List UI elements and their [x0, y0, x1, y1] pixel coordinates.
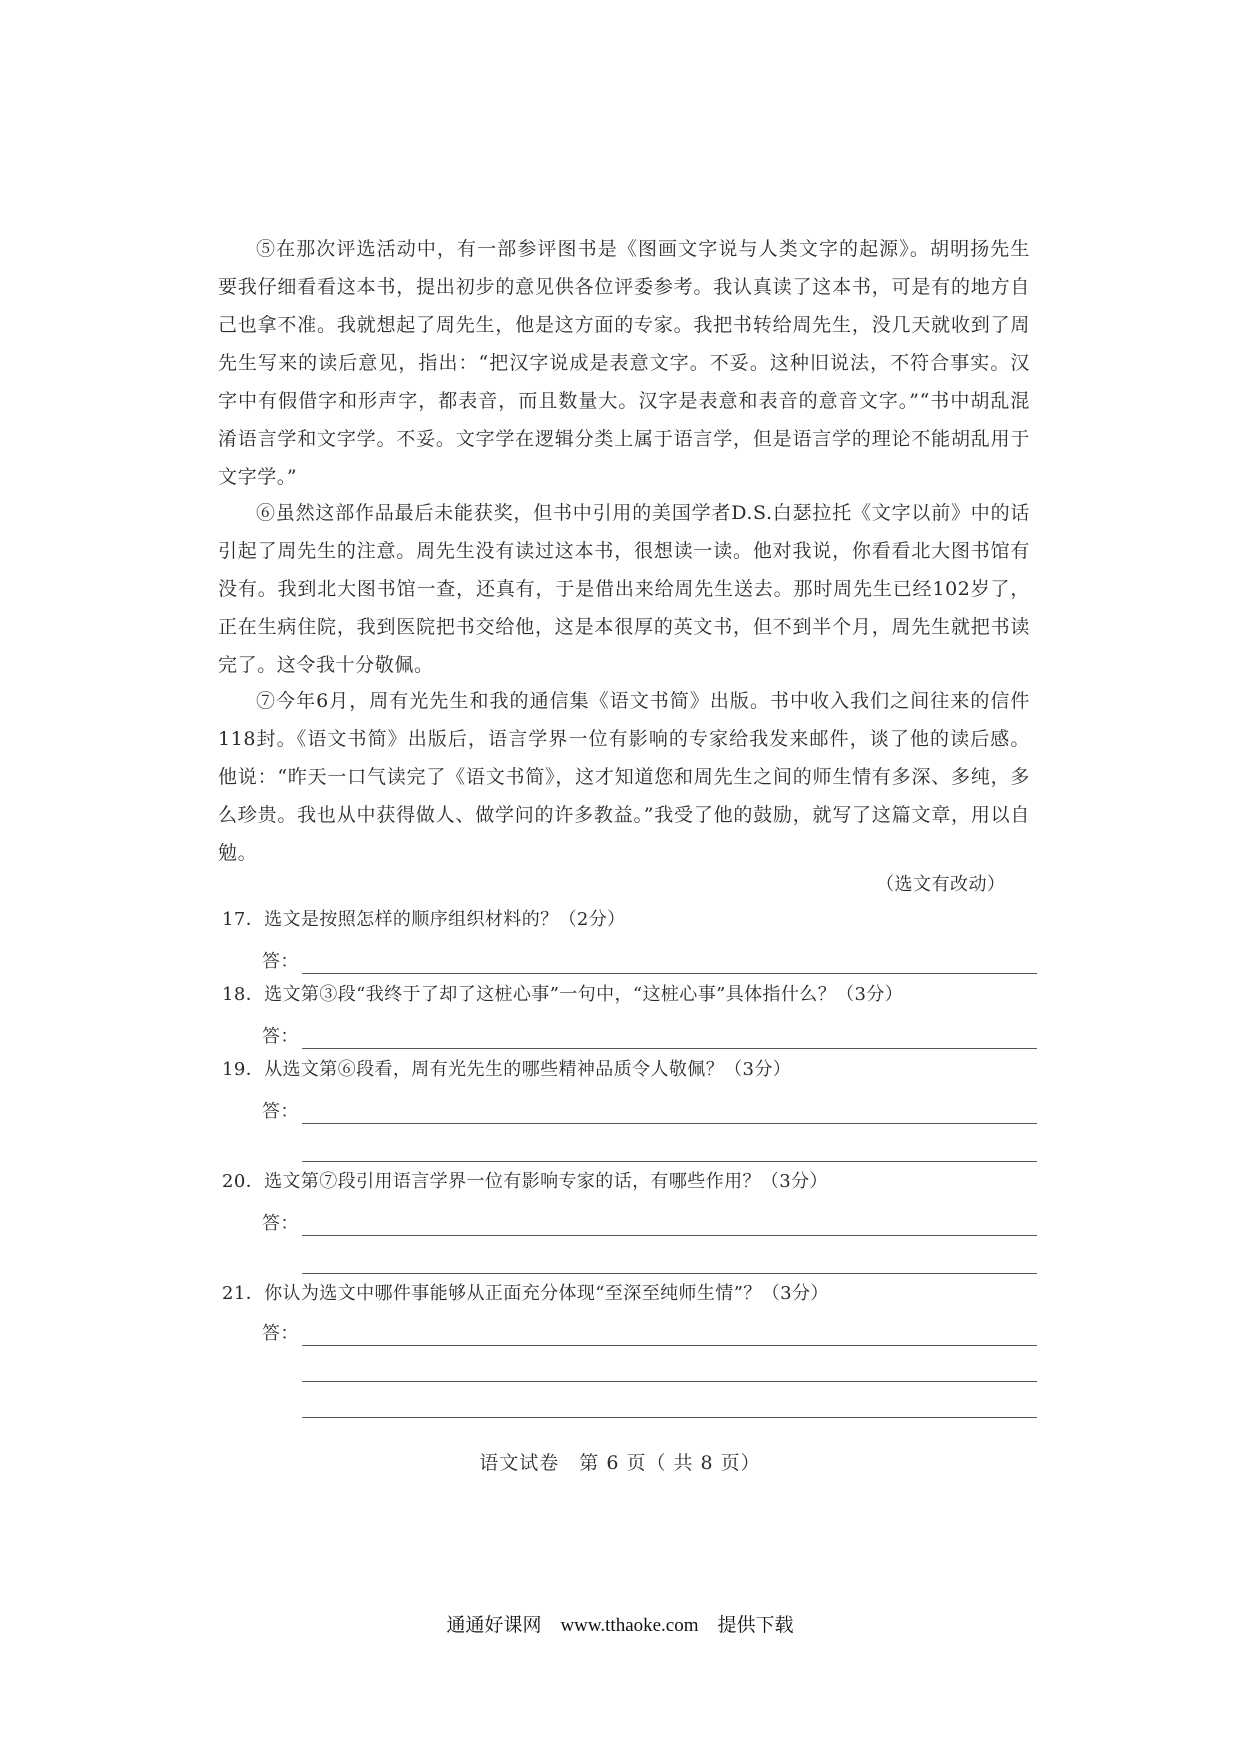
paragraph-text: ⑥虽然这部作品最后未能获奖，但书中引用的美国学者D.S.白瑟拉托《文字以前》中的话引起了周先生的注意。周先生没有读过这本书，很想读一读。他对我说，你看看北大图书馆有没有。我到北大图书馆一查，还真有，于是借出来给周先生送去。那时周先生已经102岁了，正在生病住院，我到医院把书交给他，这是本很厚的英文书，但不到半个月，周先生就把书读完了。这令我十分敬佩。 [218, 502, 1030, 676]
answer-line[interactable] [302, 1345, 1037, 1346]
answer-line[interactable] [302, 1381, 1037, 1382]
answer-label: 答： [262, 1101, 299, 1122]
answer-label: 答： [262, 1323, 299, 1344]
paragraph-text: ⑦今年6月，周有光先生和我的通信集《语文书简》出版。书中收入我们之间往来的信件118封。《语文书简》出版后，语言学界一位有影响的专家给我发来邮件，谈了他的读后感。他说：“昨天一口气读完了《语文书简》，这才知道您和周先生之间的师生情有多深、多纯，多么珍贵。我也从中获得做人、做学问的许多教益。”我受了他的鼓励，就写了这篇文章，用以自勉。 [218, 690, 1030, 864]
question-21 [222, 1279, 1052, 1344]
answer-line[interactable] [302, 1417, 1037, 1418]
question-text: 19．从选文第⑥段看，周有光先生的哪些精神品质令人敬佩？（3分） [222, 1059, 792, 1080]
answer-line[interactable] [302, 1273, 1037, 1274]
passage-paragraph-5 [218, 230, 1030, 496]
question-19 [222, 1055, 1052, 1122]
source-note: （选文有改动） [876, 874, 1006, 895]
answer-line[interactable] [302, 1235, 1037, 1236]
question-text: 17．选文是按照怎样的顺序组织材料的？（2分） [222, 909, 626, 930]
site-credit-footer: 通通好课网 www.tthaoke.com 提供下载 [446, 1615, 794, 1636]
answer-line[interactable] [302, 1048, 1037, 1049]
answer-label: 答： [262, 1026, 299, 1047]
page-number-footer: 语文试卷 第 6 页（ 共 8 页） [479, 1452, 761, 1474]
answer-line[interactable] [302, 1161, 1037, 1162]
question-text: 18．选文第③段“我终于了却了这桩心事”一句中，“这桩心事”具体指什么？（3分） [222, 984, 904, 1005]
question-text: 20．选文第⑦段引用语言学界一位有影响专家的话，有哪些作用？（3分） [222, 1171, 828, 1192]
answer-label: 答： [262, 951, 299, 972]
question-text: 21．你认为选文中哪件事能够从正面充分体现“至深至纯师生情”？（3分） [222, 1283, 829, 1304]
answer-label: 答： [262, 1213, 299, 1234]
question-17 [222, 905, 1052, 972]
passage-paragraph-7 [218, 682, 1030, 872]
paragraph-text: ⑤在那次评选活动中，有一部参评图书是《图画文字说与人类文字的起源》。胡明扬先生要我仔细看看这本书，提出初步的意见供各位评委参考。我认真读了这本书，可是有的地方自己也拿不准。我就想起了周先生，他是这方面的专家。我把书转给周先生，没几天就收到了周先生写来的读后意见，指出：“把汉字说成是表意文字。不妥。这种旧说法，不符合事实。汉字中有假借字和形声字，都表音，而且数量大。汉字是表意和表音的意音文字。”“书中胡乱混淆语言学和文字学。不妥。文字学在逻辑分类上属于语言学，但是语言学的理论不能胡乱用于文字学。” [218, 238, 1030, 488]
answer-line[interactable] [302, 1123, 1037, 1124]
question-18 [222, 980, 1052, 1047]
question-20 [222, 1167, 1052, 1234]
answer-line[interactable] [302, 973, 1037, 974]
passage-paragraph-6 [218, 494, 1030, 684]
